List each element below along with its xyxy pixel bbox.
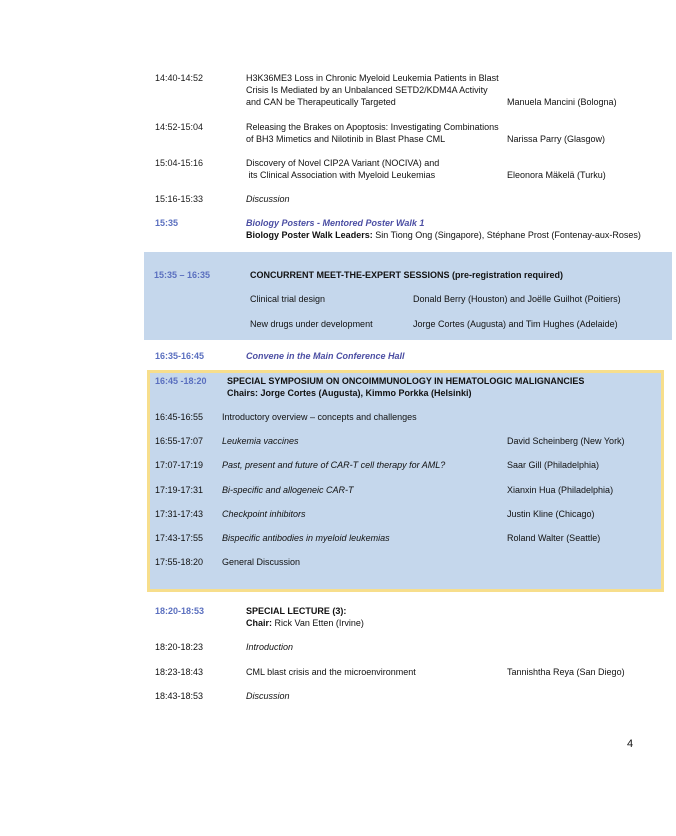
meet-expert-topic: Clinical trial design (250, 294, 326, 304)
symposium-row-time: 17:07-17:19 (155, 460, 204, 470)
meet-expert-experts: Donald Berry (Houston) and Joëlle Guilhot (Poitiers) (413, 294, 621, 304)
discussion-label: Discussion (246, 194, 290, 204)
posters-leaders-names: Sin Tiong Ong (Singapore), Stéphane Prost (Fontenay-aux-Roses) (375, 230, 641, 240)
talk-title (246, 121, 499, 145)
symposium-row-title: Past, present and future of CAR-T cell therapy for AML? (222, 460, 446, 470)
talk-title-line: its Clinical Association with Myeloid Leukemias (246, 170, 436, 180)
meet-expert-time: 15:35 – 16:35 (154, 270, 211, 280)
symposium-row-time: 17:55-18:20 (155, 557, 204, 567)
discussion-time: 15:16-15:33 (155, 194, 204, 204)
symposium-row-time: 17:19-17:31 (155, 485, 204, 495)
talk-speaker: Eleonora Mäkelä (Turku) (507, 170, 606, 180)
symposium-row-speaker: Saar Gill (Philadelphia) (507, 460, 600, 470)
talk-time: 15:04-15:16 (155, 158, 204, 168)
talk-title-line: of BH3 Mimetics and Nilotinib in Blast Phase CML (246, 134, 446, 144)
talk-time: 14:52-15:04 (155, 122, 204, 132)
symposium-row-title: Introductory overview – concepts and challenges (222, 412, 417, 422)
talk-time: 14:40-14:52 (155, 73, 204, 83)
symposium-row-time: 16:55-17:07 (155, 436, 204, 446)
symposium-row-title: Bispecific antibodies in myeloid leukemias (222, 533, 390, 543)
talk-title-line: Releasing the Brakes on Apoptosis: Investigating Combinations (246, 122, 499, 132)
lecture-row-speaker: Tannishtha Reya (San Diego) (507, 667, 625, 677)
talk-title (246, 157, 439, 181)
talk-title (246, 72, 499, 108)
posters-leaders (246, 229, 641, 241)
page-number: 4 (627, 738, 634, 750)
convene-title: Convene in the Main Conference Hall (246, 351, 405, 361)
posters-title: Biology Posters - Mentored Poster Walk 1 (246, 218, 425, 228)
posters-time: 15:35 (155, 218, 179, 228)
lecture-chair (246, 617, 364, 629)
lecture-row-title: Introduction (246, 642, 294, 652)
symposium-time: 16:45 -18:20 (155, 376, 207, 386)
convene-time: 16:35-16:45 (155, 351, 205, 361)
lecture-chair-name: Rick Van Etten (Irvine) (274, 618, 364, 628)
meet-expert-title: CONCURRENT MEET-THE-EXPERT SESSIONS (pre-registration required) (250, 270, 564, 280)
lecture-row-title: CML blast crisis and the microenvironment (246, 667, 416, 677)
lecture-chair-label: Chair: (246, 618, 273, 628)
lecture-row-time: 18:23-18:43 (155, 667, 204, 677)
meet-expert-experts: Jorge Cortes (Augusta) and Tim Hughes (Adelaide) (413, 319, 618, 329)
symposium-row-title: Bi-specific and allogeneic CAR-T (222, 485, 354, 495)
talk-title-line: and CAN be Therapeutically Targeted (246, 97, 396, 107)
symposium-row-time: 17:31-17:43 (155, 509, 204, 519)
lecture-title: SPECIAL LECTURE (3): (246, 606, 347, 616)
symposium-row-speaker: Justin Kline (Chicago) (507, 509, 595, 519)
symposium-row-time: 17:43-17:55 (155, 533, 204, 543)
symposium-chairs: Chairs: Jorge Cortes (Augusta), Kimmo Porkka (Helsinki) (227, 388, 472, 398)
symposium-row-speaker: Xianxin Hua (Philadelphia) (507, 485, 614, 495)
symposium-row-title: Checkpoint inhibitors (222, 509, 306, 519)
talk-title-line: H3K36ME3 Loss in Chronic Myeloid Leukemia Patients in Blast (246, 73, 499, 83)
meet-expert-topic: New drugs under development (250, 319, 373, 329)
lecture-row-time: 18:20-18:23 (155, 642, 204, 652)
symposium-row-speaker: David Scheinberg (New York) (507, 436, 625, 446)
lecture-row-title: Discussion (246, 691, 290, 701)
talk-speaker: Manuela Mancini (Bologna) (507, 97, 617, 107)
talk-title-line: Crisis Is Mediated by an Unbalanced SETD2/KDM4A Activity (246, 85, 488, 95)
symposium-row-title: General Discussion (222, 557, 301, 567)
symposium-row-speaker: Roland Walter (Seattle) (507, 533, 601, 543)
symposium-title: SPECIAL SYMPOSIUM ON ONCOIMMUNOLOGY IN HEMATOLOGIC MALIGNANCIES (227, 376, 585, 386)
symposium-row-time: 16:45-16:55 (155, 412, 204, 422)
symposium-row-title: Leukemia vaccines (222, 436, 299, 446)
talk-title-line: Discovery of Novel CIP2A Variant (NOCIVA) and (246, 158, 440, 168)
talk-speaker: Narissa Parry (Glasgow) (507, 134, 606, 144)
posters-leaders-label: Biology Poster Walk Leaders: (246, 230, 373, 240)
lecture-time: 18:20-18:53 (155, 606, 205, 616)
lecture-row-time: 18:43-18:53 (155, 691, 204, 701)
